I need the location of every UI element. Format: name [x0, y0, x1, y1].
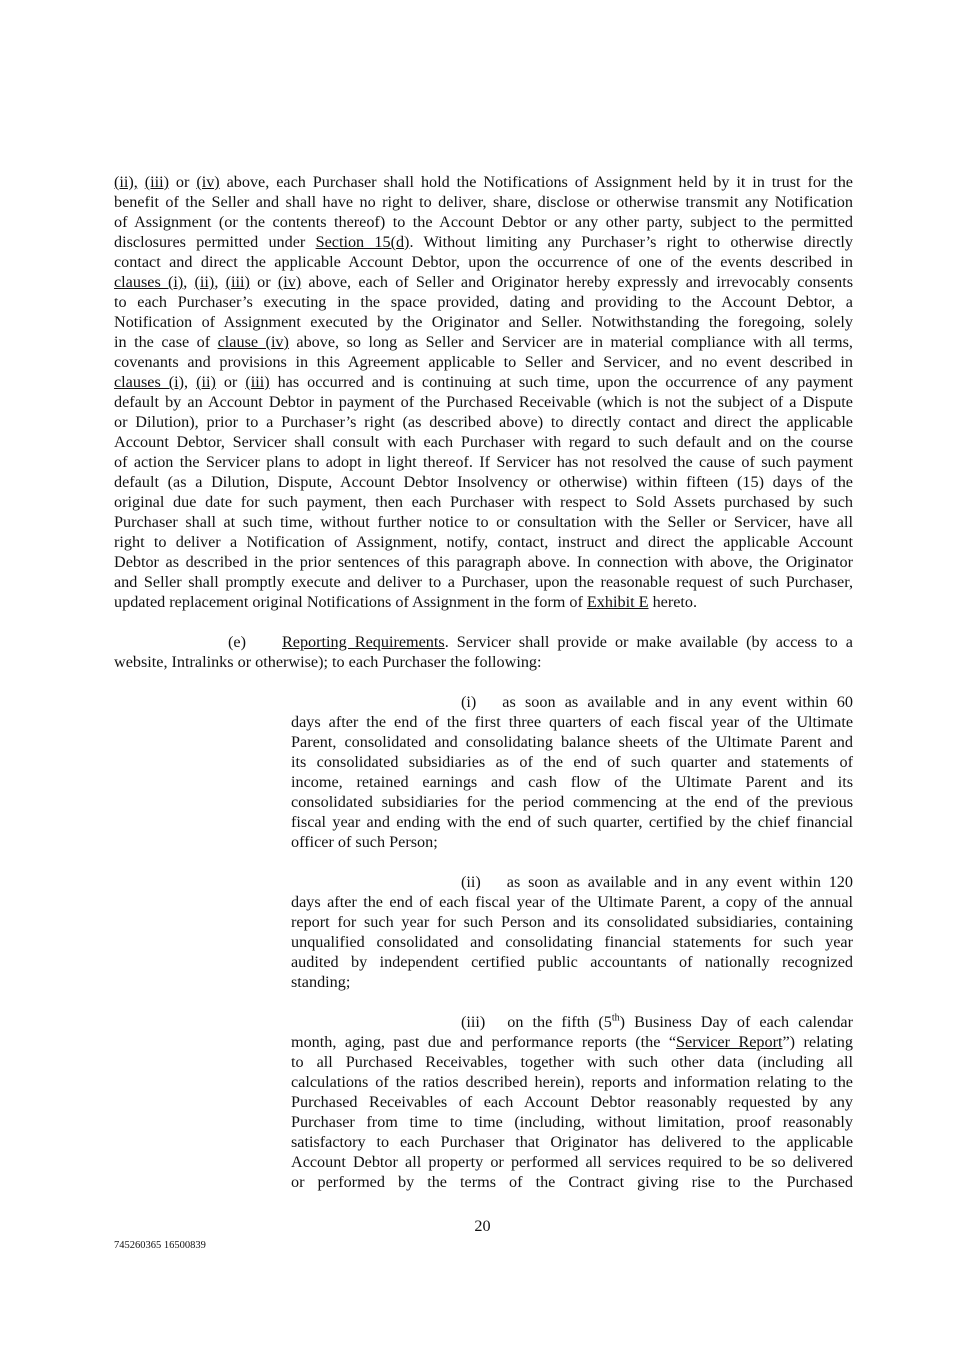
paragraph-text: contact and direct the applicable Account Debtor, upon the occurrence of one of the events described in [114, 253, 853, 271]
item-line: days after the end of each fiscal year of the Ultimate Parent, a copy of the annual [291, 893, 853, 911]
cross-reference: (iv) [277, 273, 302, 291]
paragraph-text: disclosures permitted under [114, 233, 316, 251]
item-line: its consolidated subsidiaries as of the end of such quarter and statements of [291, 753, 853, 771]
item-iii-second-line [291, 1032, 853, 1052]
item-line: or performed by the terms of the Contract giving rise to the Purchased [291, 1173, 853, 1191]
paragraph-text [138, 173, 145, 191]
item-line: to all Purchased Receivables, together with such other data (including all [291, 1053, 853, 1071]
paragraph-text: above, each of Seller and Originator hereby expressly and irrevocably consents [301, 273, 854, 291]
item-line: Purchaser from time to time (including, without limitation, proof reasonably [291, 1113, 853, 1131]
paragraph-text: default by an Account Debtor in payment of the Purchased Receivable (which is not the subject of a Dispute [114, 393, 853, 411]
paragraph-line [114, 372, 853, 392]
paragraph-line [114, 272, 853, 292]
paragraph-text: or [169, 173, 197, 191]
paragraph-text: above, so long as Seller and Servicer are in material compliance with all terms, [288, 333, 853, 351]
section-e-number: (e) [228, 633, 246, 651]
paragraph-text: , [214, 273, 226, 291]
paragraph-text: in the case of [114, 333, 218, 351]
paragraph-text: and Seller shall promptly execute and deliver to a Purchaser, upon the reasonable request of such Purchaser, [114, 573, 853, 591]
paragraph-text [188, 373, 196, 391]
item-i-last-line: officer of such Person; [291, 833, 438, 851]
paragraph-text: has occurred and is continuing at such time, upon the occurrence of any payment [269, 373, 853, 391]
paragraph-line [114, 312, 853, 332]
item-line: Parent, consolidated and consolidating balance sheets of the Ultimate Parent and [291, 733, 853, 751]
paragraph-text: or Dilution), prior to a Purchaser’s right (as described above) to directly contact and direct the applicable [114, 413, 853, 431]
item-line: income, retained earnings and cash flow of the Ultimate Parent and its [291, 773, 853, 791]
servicer-report-term: Servicer Report [676, 1033, 783, 1051]
item-line: satisfactory to each Purchaser that Originator has delivered to the applicable [291, 1133, 853, 1151]
paragraph-line [114, 452, 853, 472]
paragraph-text: . Without limiting any Purchaser’s right to otherwise directly [409, 233, 853, 251]
item-iii-line2-a: month, aging, past due and performance reports (the “ [291, 1033, 677, 1051]
paragraph-text: of Assignment (or the contents thereof) to the Account Debtor or any other party, subject to the permitted [114, 213, 853, 231]
paragraph-line [114, 532, 853, 552]
page-number: 20 [474, 1217, 491, 1235]
paragraph-line [114, 412, 853, 432]
paragraph-line [114, 392, 853, 412]
paragraph-text: original due date for such payment, then each Purchaser with respect to Sold Assets purchased by such [114, 493, 853, 511]
paragraph-text: , [183, 273, 195, 291]
cross-reference: (iv) [196, 173, 220, 191]
paragraph-line [114, 432, 853, 452]
item-ii-last-line: standing; [291, 973, 351, 991]
paragraph-line [114, 572, 853, 592]
item-ii-first-line [291, 872, 853, 892]
item-line: unqualified consolidated and consolidating financial statements for such year [291, 933, 853, 951]
cross-reference: (ii) [196, 373, 216, 391]
paragraph-text: right to deliver a Notification of Assignment, notify, contact, instruct and direct the applicable Account [114, 533, 853, 551]
paragraph-text: Debtor as described in the prior sentences of this paragraph above. In connection with above, the Originator [114, 553, 853, 571]
item-ii-first-text: as soon as available and in any event within 120 [506, 873, 853, 891]
paragraph-text: or [215, 373, 246, 391]
paragraph-text: Account Debtor, Servicer shall consult with each Purchaser with regard to such default and on the course [114, 433, 853, 451]
item-iii-first-line [291, 1012, 853, 1032]
cross-reference: clauses (i), [114, 373, 189, 391]
paragraph-text: of action the Servicer plans to adopt in light thereof. If Servicer has not resolved the cause of such payment [114, 453, 853, 471]
cross-reference: (iii) [245, 373, 270, 391]
paragraph-line [114, 172, 853, 192]
paragraph-text: Purchaser shall at such time, without further notice to or consultation with the Seller or Servicer, have all [114, 513, 853, 531]
item-iii-first-a: on the fifth (5 [507, 1013, 612, 1031]
section-e-heading-line [114, 632, 853, 652]
item-i-first-text: as soon as available and in any event within 60 [502, 693, 853, 711]
paragraph-text: Notification of Assignment executed by the Originator and Seller. Notwithstanding the foregoing, solely [114, 313, 853, 331]
item-ii-number: (ii) [461, 873, 481, 891]
paragraph-text: or [249, 273, 278, 291]
cross-reference: (iii) [225, 273, 250, 291]
item-line: consolidated subsidiaries for the period commencing at the end of the previous [291, 793, 853, 811]
cross-reference: (ii), [114, 173, 138, 191]
paragraph-line [114, 592, 697, 612]
document-id: 745260365 16500839 [114, 1240, 206, 1251]
item-i-first-line [291, 692, 853, 712]
paragraph-text: hereto. [648, 593, 698, 611]
paragraph-line [114, 472, 853, 492]
cross-reference: (iii) [144, 173, 170, 191]
paragraph-line [114, 232, 853, 252]
paragraph-line [114, 192, 853, 212]
paragraph-text: above, each Purchaser shall hold the Notifications of Assignment held by it in trust for the [219, 173, 853, 191]
paragraph-text: covenants and provisions in this Agreement applicable to Seller and Servicer, and no event described in [114, 353, 853, 371]
paragraph-line [114, 332, 853, 352]
paragraph-text: to each Purchaser’s executing in the space provided, dating and providing to the Account Debtor, a [114, 293, 853, 311]
item-line: Account Debtor all property or performed all services required to be so delivered [291, 1153, 853, 1171]
item-line: Purchased Receivables of each Account Debtor reasonably requested by any [291, 1093, 853, 1111]
item-line: audited by independent certified public accountants of nationally recognized [291, 953, 853, 971]
item-line: calculations of the ratios described herein), reports and information relating to the [291, 1073, 853, 1091]
item-iii-superscript: th [611, 1012, 620, 1024]
item-line: days after the end of the first three quarters of each fiscal year of the Ultimate [291, 713, 853, 731]
paragraph-line [114, 512, 853, 532]
cross-reference: clause (iv) [217, 333, 289, 351]
item-line: report for such year for such Person and its consolidated subsidiaries, containing [291, 913, 853, 931]
paragraph-line [114, 552, 853, 572]
paragraph-text: updated replacement original Notifications of Assignment in the form of [114, 593, 587, 611]
section-e-intro-continued: website, Intralinks or otherwise); to each Purchaser the following: [114, 653, 542, 671]
paragraph-line [114, 352, 853, 372]
cross-reference: (ii) [194, 273, 215, 291]
cross-reference: Exhibit E [586, 593, 649, 611]
item-iii-number: (iii) [461, 1013, 486, 1031]
paragraph-line [114, 212, 853, 232]
item-iii-line2-b: ”) relating [782, 1033, 853, 1051]
item-line: fiscal year and ending with the end of such quarter, certified by the chief financial [291, 813, 853, 831]
cross-reference: Section 15(d) [315, 233, 410, 251]
paragraph-line [114, 492, 853, 512]
item-iii-first-b: ) Business Day of each calendar [619, 1013, 853, 1031]
item-i-number: (i) [461, 693, 477, 711]
paragraph-line [114, 292, 853, 312]
paragraph-text: benefit of the Seller and shall have no right to deliver, share, disclose or otherwise transmit any Notification [114, 193, 853, 211]
cross-reference: clauses (i) [114, 273, 184, 291]
section-e-intro: . Servicer shall provide or make available (by access to a [444, 633, 853, 651]
paragraph-line [114, 252, 853, 272]
paragraph-text: default (as a Dilution, Dispute, Account Debtor Insolvency or otherwise) within fifteen (15) days of the [114, 473, 853, 491]
section-e-heading: Reporting Requirements [281, 633, 445, 651]
